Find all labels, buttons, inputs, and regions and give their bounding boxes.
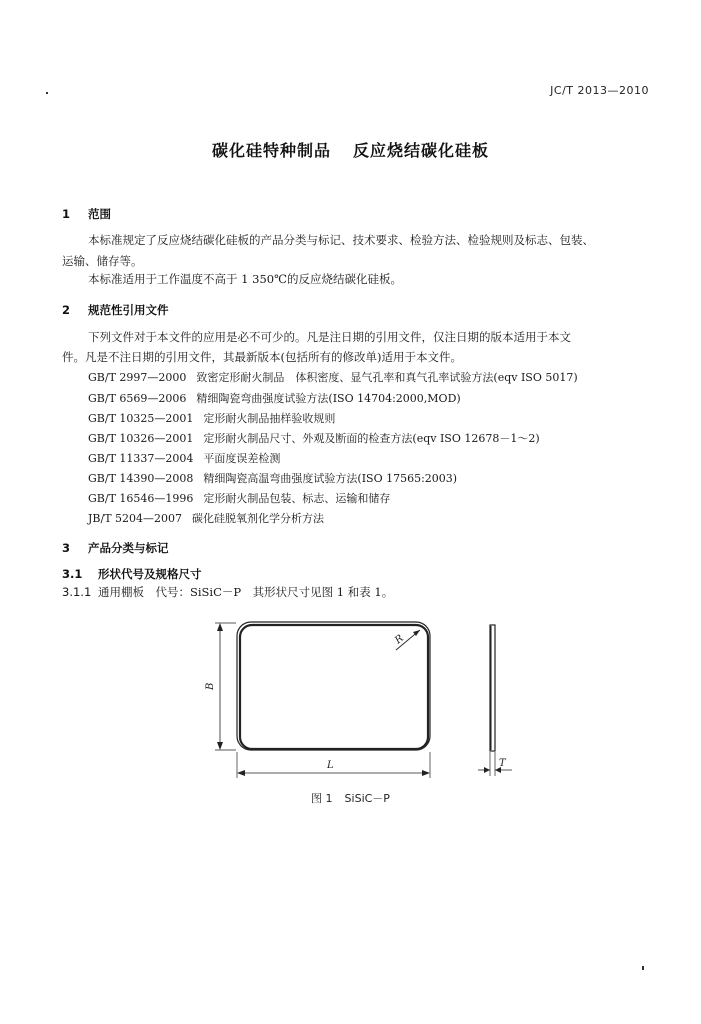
section-2-intro-line-2: 件。凡是不注日期的引用文件，其最新版本(包括所有的修改单)适用于本文件。 (62, 350, 462, 364)
section-3-number: 3 (62, 541, 71, 555)
title-part-2: 反应烧结碳化硅板 (353, 141, 490, 160)
reference-code: GB/T 2997—2000 (88, 371, 187, 384)
reference-code: JB/T 5204—2007 (88, 512, 183, 525)
radius-label: R (393, 633, 406, 647)
reference-title: 定形耐火制品尺寸、外观及断面的检查方法(eqv ISO 12678－1～2) (203, 432, 540, 445)
clause-3-1-1-text: 通用棚板 代号：SiSiC－P 其形状尺寸见图 1 和表 1。 (98, 585, 394, 599)
reference-title: 碳化硅脱氧剂化学分析方法 (192, 512, 325, 525)
section-1-title: 范围 (88, 207, 111, 221)
title-part-1: 碳化硅特种制品 (211, 141, 331, 160)
b-label: B (205, 682, 216, 690)
l-arrow-left (237, 770, 245, 776)
t-label: T (499, 758, 506, 769)
b-arrow-bottom (217, 742, 223, 750)
reference-title: 致密定形耐火制品 体积密度、显气孔率和真气孔率试验方法(eqv ISO 5017) (196, 371, 578, 384)
section-1-para-2: 本标准适用于工作温度不高于 1 350℃的反应烧结碳化硅板。 (88, 272, 402, 286)
section-3-title: 产品分类与标记 (88, 541, 169, 555)
reference-title: 定形耐火制品包装、标志、运输和储存 (203, 492, 391, 505)
scan-speck (642, 966, 644, 970)
reference-title: 精细陶瓷高温弯曲强度试验方法(ISO 17565:2003) (203, 472, 458, 485)
figure-caption-text: SiSiC－P (344, 792, 390, 805)
reference-code: GB/T 14390—2008 (88, 472, 194, 485)
l-label: L (327, 760, 334, 771)
figure-caption-number: 图 1 (311, 792, 333, 805)
scan-speck (46, 92, 48, 94)
reference-title: 精细陶瓷弯曲强度试验方法(ISO 14704:2000,MOD) (196, 392, 461, 405)
figure-1-caption (0, 790, 701, 806)
section-1-para-1-line-2: 运输、储存等。 (62, 254, 143, 268)
standard-code: JC/T 2013—2010 (550, 84, 649, 97)
section-2-title: 规范性引用文件 (88, 303, 169, 317)
l-arrow-right (422, 770, 430, 776)
reference-title: 平面度误差检测 (203, 452, 281, 465)
reference-code: GB/T 10326—2001 (88, 432, 194, 445)
section-2-intro-line-1: 下列文件对于本文件的应用是必不可少的。凡是注日期的引用文件，仅注日期的版本适用于本文 (88, 330, 571, 344)
section-1-number: 1 (62, 207, 71, 221)
b-arrow-top (217, 623, 223, 631)
clause-3-1-1-number: 3.1.1 (62, 585, 92, 599)
reference-code: GB/T 10325—2001 (88, 412, 194, 425)
section-1-para-1-line-1: 本标准规定了反应烧结碳化硅板的产品分类与标记、技术要求、检验方法、检验规则及标志、包装、 (88, 233, 594, 247)
section-2-number: 2 (62, 303, 71, 317)
reference-code: GB/T 16546—1996 (88, 492, 194, 505)
reference-code: GB/T 6569—2006 (88, 392, 187, 405)
reference-title: 定形耐火制品抽样验收规则 (203, 412, 336, 425)
subsection-3-1-title: 形状代号及规格尺寸 (98, 567, 202, 581)
reference-code: GB/T 11337—2004 (88, 452, 194, 465)
subsection-3-1-number: 3.1 (62, 567, 83, 581)
t-arrow-left (484, 767, 490, 773)
